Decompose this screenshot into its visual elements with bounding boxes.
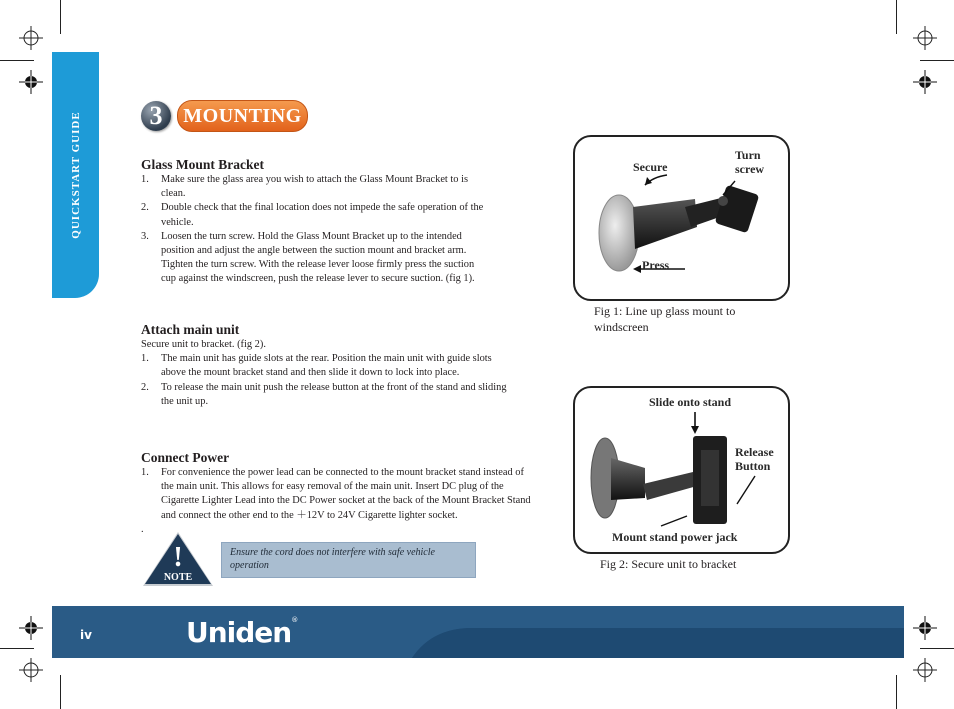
list-item (141, 230, 486, 287)
step-text: Loosen the turn screw. Hold the Glass Mount Bracket up to the intended position and adjust the angle between the suction mount and bracket arm. Tighten the turn screw. With the release lever loose firmly press the suction cup against the windscreen, push the release lever to secure suction. (fig 1). (161, 230, 475, 285)
target-mark-icon (913, 70, 937, 94)
fig1-frame (573, 135, 790, 301)
step-number: 2. (141, 202, 149, 214)
footer-bar (52, 606, 904, 658)
warning-note-icon (141, 530, 215, 588)
glass-mount-steps (141, 173, 486, 287)
side-tab (52, 52, 99, 298)
step-text: The main unit has guide slots at the rear. Position the main unit with guide slots above the mount bracket stand and then slide it down to lock into place. (161, 353, 492, 379)
side-tab-label: QUICKSTART GUIDE (69, 111, 82, 239)
fig1-label-turn: Turn (735, 148, 761, 162)
attach-unit-steps (141, 352, 516, 409)
fig2-label-jack: Mount stand power jack (612, 530, 738, 544)
connect-power-section (141, 450, 533, 537)
footer-wave (52, 606, 904, 658)
note-label: NOTE (163, 572, 193, 583)
fig2-caption: Fig 2: Secure unit to bracket (600, 557, 737, 571)
crop-mark (920, 60, 954, 61)
note-exclamation: ! (173, 542, 183, 573)
target-mark-icon (19, 616, 43, 640)
crop-mark (896, 0, 897, 34)
step-text: Double check that the final location does not impede the safe operation of the vehicle. (161, 202, 484, 228)
brand-name: Uniden (186, 616, 292, 649)
registration-mark-icon (19, 26, 43, 50)
fig2-frame (573, 386, 790, 554)
step-number: 1. (141, 174, 149, 185)
registration-mark-icon (913, 658, 937, 682)
list-item (141, 352, 516, 380)
connect-power-steps (141, 466, 533, 523)
note-text: Ensure the cord does not interfere with safe vehicle operation (230, 547, 435, 571)
registration-mark-icon (19, 658, 43, 682)
fig1-label-screw: screw (735, 162, 765, 176)
fig1-caption: Fig 1: Line up glass mount to windscreen (594, 304, 736, 334)
attach-unit-intro: Secure unit to bracket. (fig 2). (141, 339, 266, 350)
step-number: 3. (141, 230, 149, 242)
attach-unit-section (141, 322, 516, 409)
crop-mark (920, 648, 954, 649)
crop-mark (60, 675, 61, 709)
list-item (141, 173, 486, 201)
note-box (221, 542, 476, 578)
target-mark-icon (913, 616, 937, 640)
attach-unit-heading: Attach main unit (141, 322, 240, 337)
crop-mark (0, 648, 34, 649)
step-number: 1. (141, 467, 149, 478)
fig2-label-release: Release (735, 445, 774, 459)
crop-mark (896, 675, 897, 709)
glass-mount-section (141, 157, 486, 287)
list-item (141, 381, 516, 409)
crop-mark (60, 0, 61, 34)
step-number: 1. (141, 353, 149, 365)
section-number-badge: 3 (141, 101, 171, 131)
connect-power-heading: Connect Power (141, 450, 230, 465)
step-text: To release the main unit push the release button at the front of the stand and sliding the unit up. (161, 381, 507, 407)
crop-mark (0, 60, 34, 61)
registered-mark: ® (291, 616, 298, 624)
page-number: iv (80, 628, 92, 642)
list-item (141, 201, 486, 229)
section-title: MOUNTING (177, 100, 308, 132)
step-number: 2. (141, 381, 149, 393)
step-text: Make sure the glass area you wish to attach the Glass Mount Bracket to is clean. (161, 174, 469, 200)
fig2-label-button: Button (735, 459, 771, 473)
target-mark-icon (19, 70, 43, 94)
fig2-label-slide: Slide onto stand (649, 395, 732, 409)
registration-mark-icon (913, 26, 937, 50)
fig1-label-secure: Secure (633, 160, 668, 174)
brand-logo (186, 616, 297, 649)
list-item (141, 466, 533, 523)
glass-mount-heading: Glass Mount Bracket (141, 157, 264, 172)
step-text: For convenience the power lead can be connected to the mount bracket stand instead of the main unit. This allows for easy removal of the main unit. Insert DC plug of the Cigarette Lighter Lead into the DC Power socket at the back of the Mount Bracket Stand and connect the other end to the ＋12V to 24V Cigarette lighter socket. (161, 467, 531, 521)
trailing-mark: . (141, 523, 144, 535)
fig1-label-press: Press (642, 258, 670, 272)
